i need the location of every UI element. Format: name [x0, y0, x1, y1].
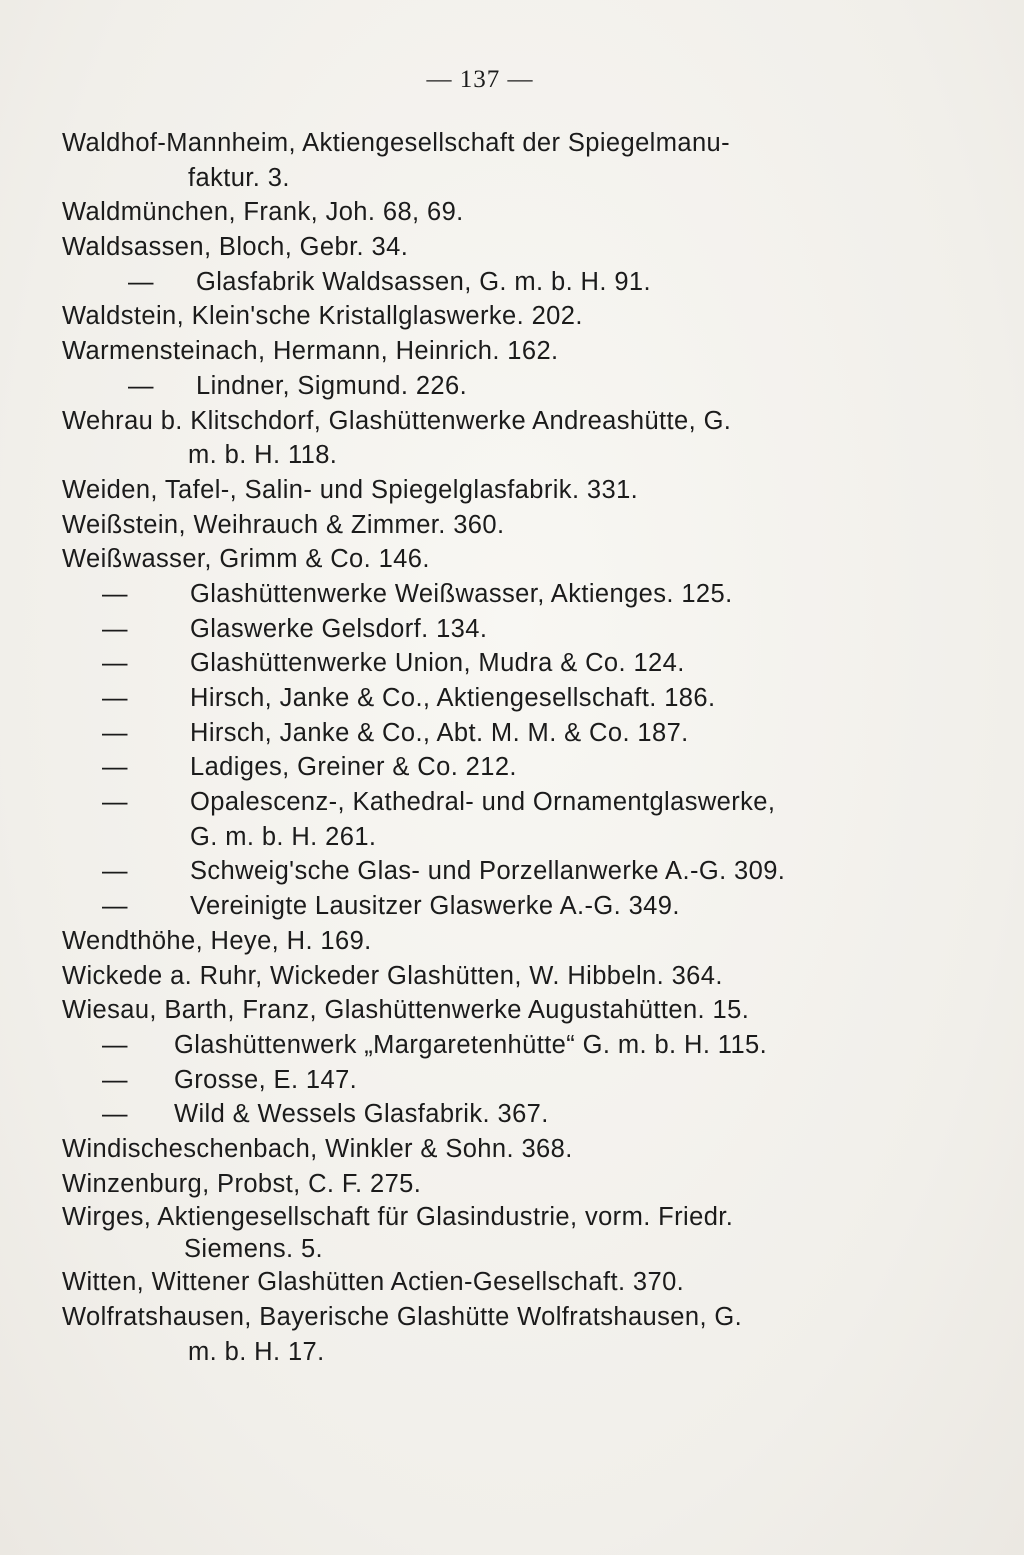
index-entry-continuation: m. b. H. 17.: [188, 1337, 325, 1366]
index-entry-continuation: Siemens. 5.: [184, 1235, 324, 1264]
index-subentry: — Opalescenz-, Kathedral- und Ornamentglaswerke,: [62, 785, 902, 820]
index-entry: Waldsassen, Bloch, Gebr. 34.: [62, 233, 409, 262]
ditto-dash: —: [102, 753, 128, 782]
index-subentry: — Ladiges, Greiner & Co. 212.: [62, 750, 902, 785]
ditto-dash: —: [128, 371, 154, 400]
index-subentry: — Hirsch, Janke & Co., Aktiengesellschaft. 186.: [62, 681, 902, 716]
ditto-dash: —: [102, 1100, 128, 1129]
ditto-dash: —: [102, 788, 128, 817]
index-entry-continuation: m. b. H. 118.: [188, 441, 338, 470]
index-subentry: — Glashüttenwerke Weißwasser, Aktienges. 125.: [62, 577, 902, 612]
index-entry: Weiden, Tafel-, Salin- und Spiegelglasfabrik. 331.: [62, 475, 639, 504]
index-entry: Waldstein, Klein'sche Kristallglaswerke. 202.: [62, 302, 583, 331]
ditto-dash: —: [128, 267, 154, 296]
ditto-dash: —: [102, 718, 128, 747]
ditto-dash: —: [102, 892, 128, 921]
index-entry: Waldmünchen, Frank, Joh. 68, 69.: [62, 198, 464, 227]
index-entries: [62, 126, 902, 1369]
index-entry: Wirges, Aktiengesellschaft für Glasindustrie, vorm. Friedr.: [62, 1203, 734, 1232]
ditto-dash: —: [102, 579, 128, 608]
index-entry: Weißstein, Weihrauch & Zimmer. 360.: [62, 510, 505, 539]
index-entry: Warmensteinach, Hermann, Heinrich. 162.: [62, 337, 559, 366]
index-subentry: — Lindner, Sigmund. 226.: [62, 369, 902, 404]
index-subentry: — Hirsch, Janke & Co., Abt. M. M. & Co. 187.: [62, 716, 902, 751]
index-subentry: — Glasfabrik Waldsassen, G. m. b. H. 91.: [62, 265, 902, 300]
index-entry: Winzenburg, Probst, C. F. 275.: [62, 1169, 422, 1198]
index-entry: Witten, Wittener Glashütten Actien-Gesellschaft. 370.: [62, 1268, 685, 1297]
index-entry: Waldhof-Mannheim, Aktiengesellschaft der Spiegelmanu-: [62, 129, 731, 157]
ditto-dash: —: [102, 649, 128, 678]
index-subentry-continuation: G. m. b. H. 261.: [190, 822, 377, 851]
index-subentry: — Wild & Wessels Glasfabrik. 367.: [62, 1097, 902, 1132]
index-subentry: — Vereinigte Lausitzer Glaswerke A.-G. 349.: [62, 889, 902, 924]
page-number: — 137 —: [426, 66, 534, 93]
index-entry: Weißwasser, Grimm & Co. 146.: [62, 545, 430, 574]
ditto-dash: —: [102, 614, 128, 643]
index-subentry: — Schweig'sche Glas- und Porzellanwerke A.-G. 309.: [62, 854, 902, 889]
index-subentry: — Glashüttenwerke Union, Mudra & Co. 124.: [62, 646, 902, 681]
index-subentry: — Glaswerke Gelsdorf. 134.: [62, 612, 902, 647]
ditto-dash: —: [102, 684, 128, 712]
index-subentry: — Glashüttenwerk „Margaretenhütte“ G. m. b. H. 115.: [62, 1028, 902, 1063]
ditto-dash: —: [102, 1030, 128, 1059]
index-subentry: — Grosse, E. 147.: [62, 1063, 902, 1098]
index-entry: Wolfratshausen, Bayerische Glashütte Wolfratshausen, G.: [62, 1303, 743, 1331]
ditto-dash: —: [102, 1065, 128, 1094]
index-entry: Wickede a. Ruhr, Wickeder Glashütten, W. Hibbeln. 364.: [62, 961, 723, 990]
index-entry: Windischeschenbach, Winkler & Sohn. 368.: [62, 1134, 573, 1163]
index-entry: Wiesau, Barth, Franz, Glashüttenwerke Augustahütten. 15.: [62, 996, 750, 1025]
index-entry: Wendthöhe, Heye, H. 169.: [62, 926, 372, 955]
index-entry: Wehrau b. Klitschdorf, Glashüttenwerke Andreashütte, G.: [62, 406, 732, 435]
index-entry-continuation: faktur. 3.: [188, 163, 290, 192]
ditto-dash: —: [102, 857, 128, 886]
